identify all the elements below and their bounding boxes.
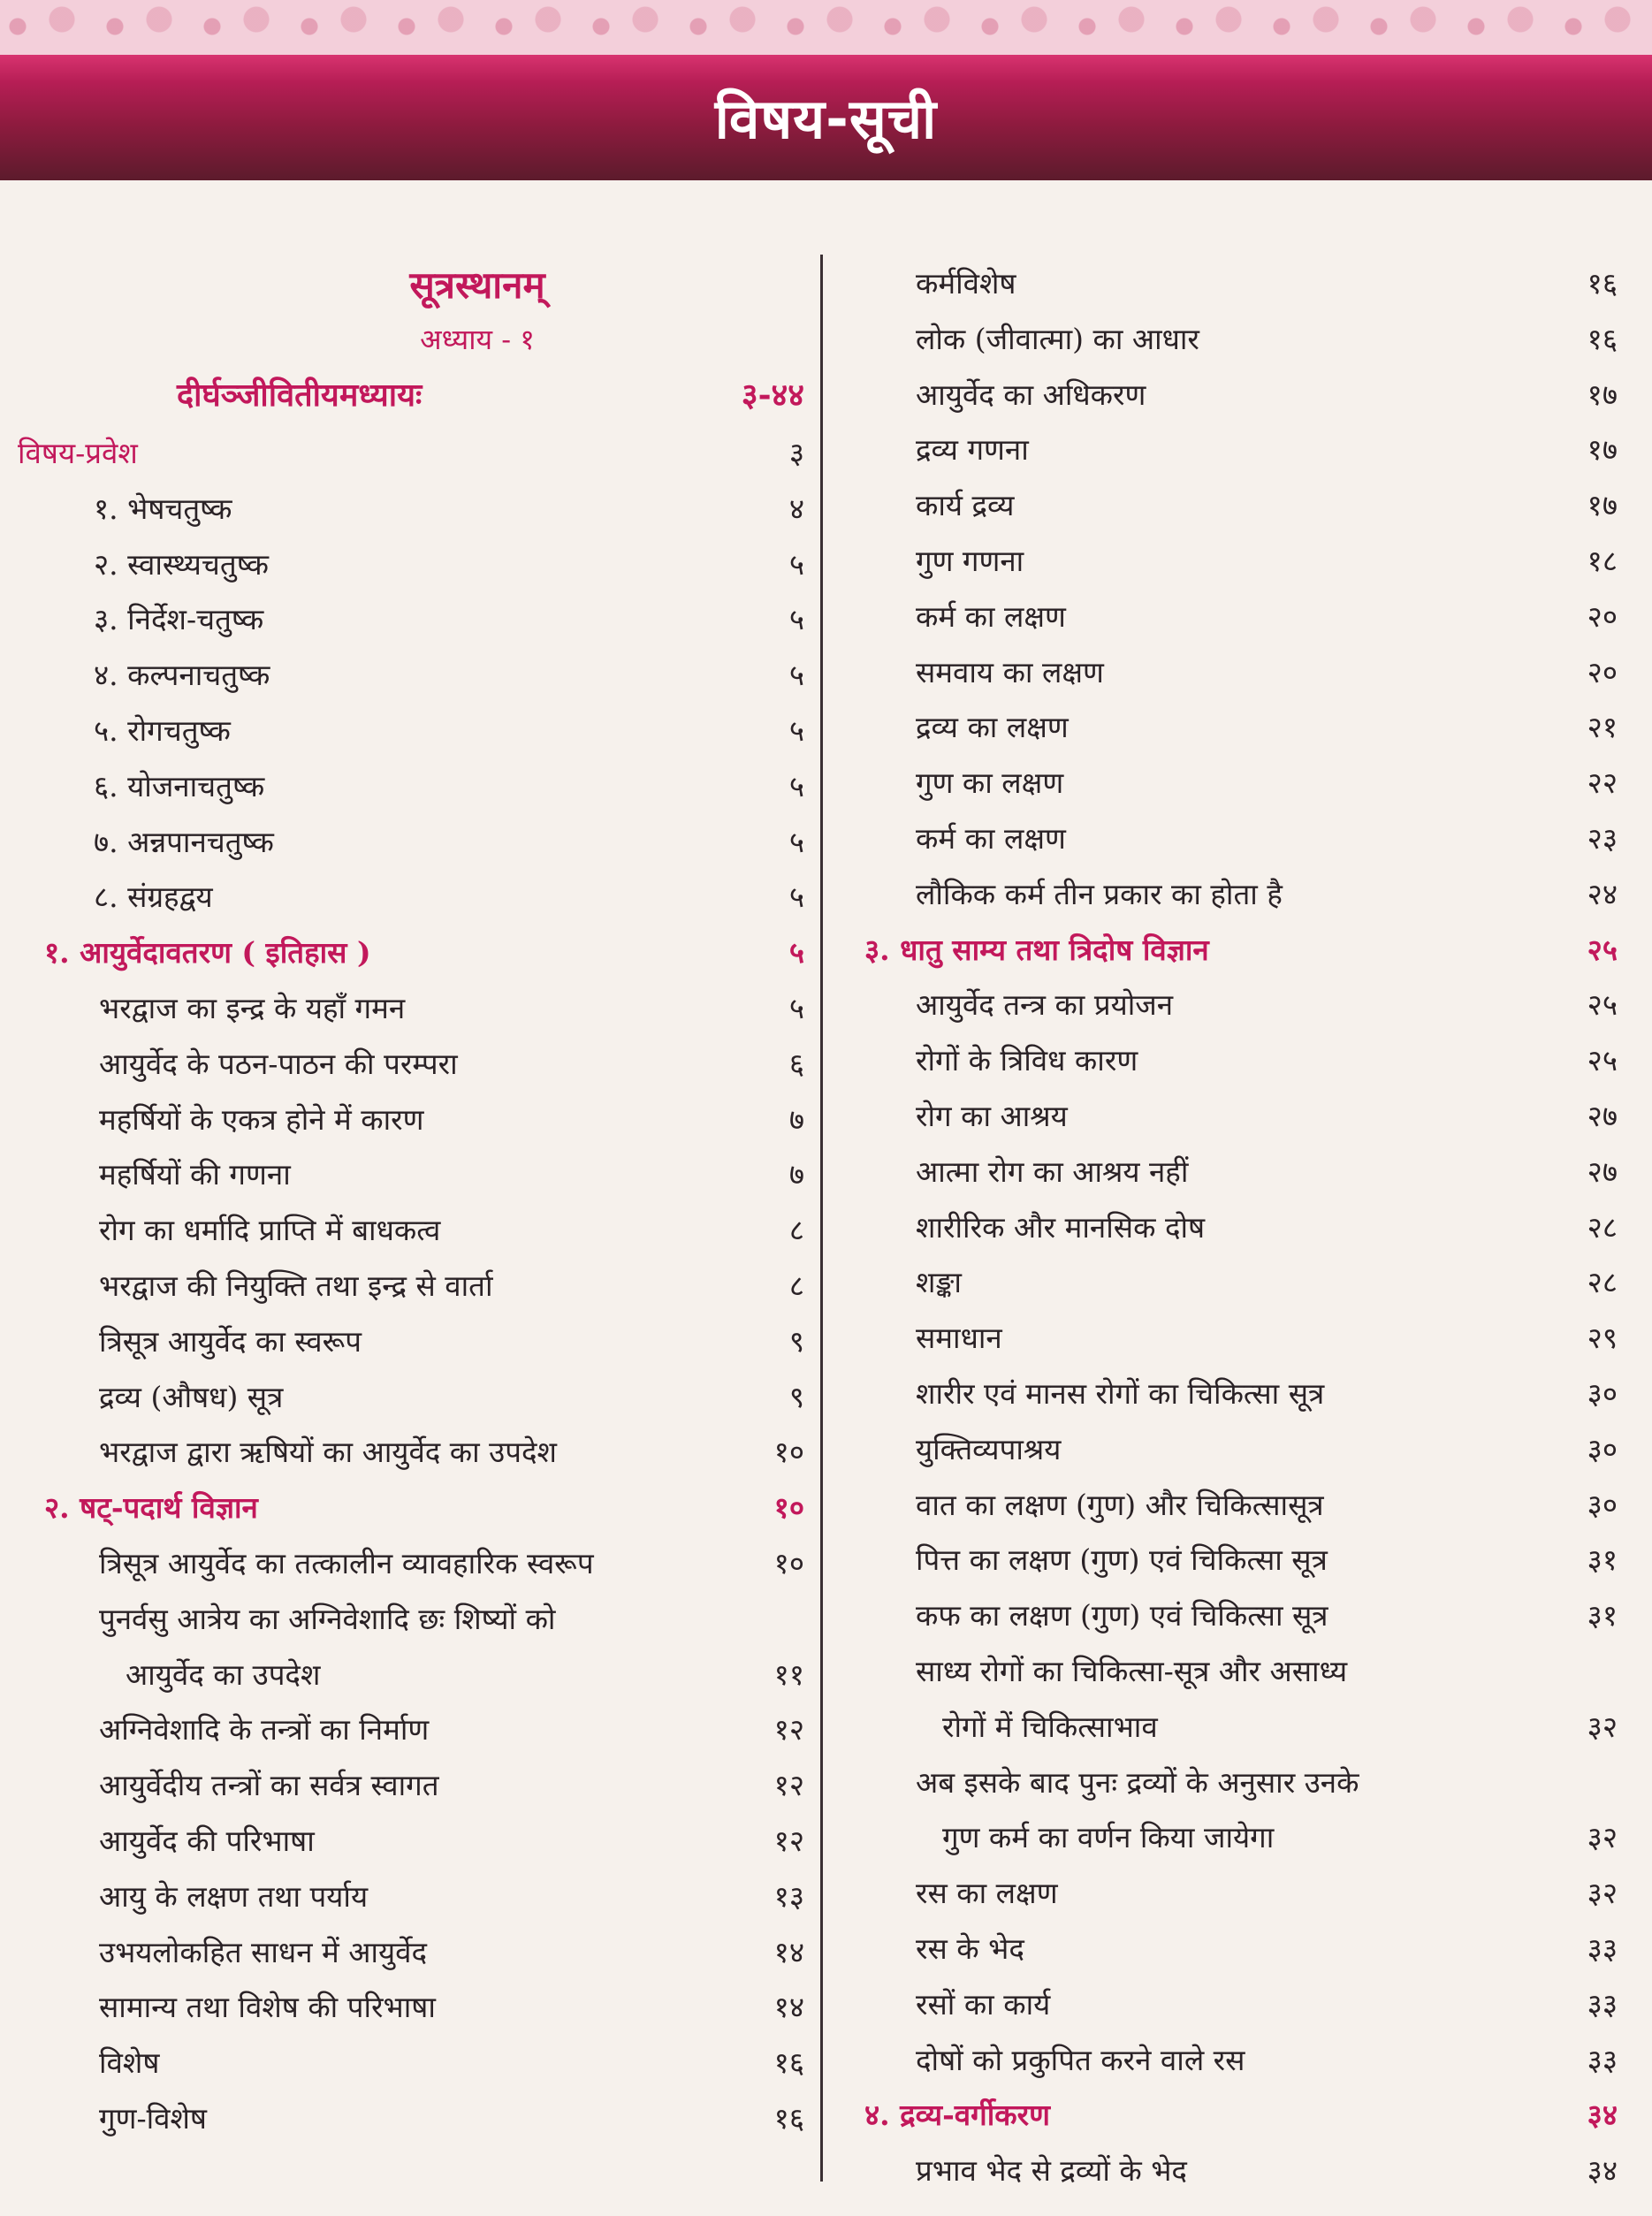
toc-entry-title: रोग का आश्रय [916, 1098, 1068, 1133]
toc-page-number: १२ [773, 1712, 804, 1748]
toc-entry-title: रोगों के त्रिविध कारण [916, 1043, 1138, 1078]
toc-page-number: १७ [1587, 488, 1618, 523]
chapter-title: दीर्घञ्जीवितीयमध्यायः [177, 377, 423, 414]
toc-entry-title: गुण गणना [916, 543, 1024, 578]
toc-entry-title: आयुर्वेद की परिभाषा [99, 1823, 315, 1858]
toc-entry-title: गुण-विशेष [99, 2100, 207, 2136]
toc-entry-title: शारीरिक और मानसिक दोष [916, 1209, 1206, 1245]
chapter-label: अध्याय - १ [420, 323, 535, 356]
toc-entry-title [849, 1644, 1547, 1755]
toc-row [18, 1203, 804, 1259]
toc-entry-title: उभयलोकहित साधन में आयुर्वेद [99, 1934, 427, 1969]
toc-row [18, 2091, 804, 2147]
toc-row [849, 423, 1618, 478]
toc-entry-title: आयुर्वेदीय तन्त्रों का सर्वत्र स्वागत [99, 1768, 439, 1803]
toc-row [18, 704, 804, 759]
toc-row [849, 1478, 1618, 1534]
toc-entry-title: कार्य द्रव्य [916, 488, 1015, 523]
toc-page-number: ५ [788, 768, 804, 803]
toc-entry-title-line1: साध्य रोगों का चिकित्सा-सूत्र और असाध्य [916, 1653, 1348, 1688]
toc-page-number: ५ [788, 546, 804, 582]
toc-entry-title: विषय-प्रवेश [18, 436, 138, 470]
toc-page-number: १० [773, 1490, 804, 1526]
toc-row [849, 1644, 1618, 1755]
toc-page-number: १६ [1587, 321, 1618, 356]
toc-row [18, 1814, 804, 1870]
toc-page-number: २८ [1587, 1209, 1618, 1245]
toc-page-number: २० [1587, 598, 1618, 634]
toc-page-number: ३३ [1587, 1986, 1618, 2022]
toc-entry-title: समाधान [916, 1321, 1002, 1356]
toc-row [849, 1033, 1618, 1089]
toc-page-number: ३३ [1587, 1930, 1618, 1966]
toc-entry-title: आयुर्वेद का अधिकरण [916, 377, 1146, 412]
toc-row [849, 1977, 1618, 2033]
toc-entry-title: सामान्य तथा विशेष की परिभाषा [99, 1990, 436, 2025]
toc-entry-title-line2: गुण कर्म का वर्णन किया जायेगा [942, 1820, 1275, 1855]
toc-entry-title: प्रभाव भेद से द्रव्यों के भेद [916, 2153, 1187, 2189]
toc-page-number: १० [773, 1545, 804, 1580]
toc-page-number: ३२ [1587, 1709, 1618, 1744]
toc-page-number: २४ [1587, 876, 1618, 911]
toc-section-row [18, 1481, 804, 1536]
toc-row [849, 1145, 1618, 1200]
toc-page-number: २७ [1587, 1154, 1618, 1189]
left-column [18, 256, 804, 2147]
toc-page-number: ३३ [1587, 2042, 1618, 2077]
toc-entry-title: त्रिसूत्र आयुर्वेद का तत्कालीन व्यावहारिक स्वरूप [99, 1545, 594, 1580]
toc-entry-title: ४. द्रव्य-वर्गीकरण [864, 2098, 1050, 2133]
toc-entry-title-line1: अब इसके बाद पुनः द्रव्यों के अनुसार उनके [916, 1764, 1359, 1800]
toc-row [849, 978, 1618, 1033]
toc-row [18, 1592, 804, 1703]
toc-row [849, 1588, 1618, 1644]
toc-page-number: १६ [773, 2100, 804, 2136]
toc-page-number: २३ [1587, 820, 1618, 856]
toc-page-number: १२ [773, 1823, 804, 1858]
toc-entry-title: रोग का धर्मादि प्राप्ति में बाधकत्व [99, 1213, 441, 1248]
column-divider [820, 255, 823, 2182]
toc-page-number: २७ [1587, 1098, 1618, 1133]
toc-entry-title: ७. अन्नपानचतुष्क [94, 824, 274, 859]
toc-page-number: ३० [1587, 1375, 1618, 1411]
toc-entry-title: द्रव्य का लक्षण [916, 710, 1069, 745]
toc-page-number: २५ [1587, 1043, 1618, 1078]
toc-entry-title: त्रिसूत्र आयुर्वेद का स्वरूप [99, 1323, 362, 1359]
toc-entry-title: रस के भेद [916, 1930, 1024, 1966]
section-title: सूत्रस्थानम् [409, 263, 545, 307]
toc-page-number: १४ [773, 1990, 804, 2025]
toc-row [849, 1922, 1618, 1977]
toc-entry-title: कर्म का लक्षण [916, 598, 1066, 634]
toc-row [18, 1980, 804, 2036]
toc-entry-title: आत्मा रोग का आश्रय नहीं [916, 1154, 1189, 1189]
toc-entry-title: आयुर्वेद तन्त्र का प्रयोजन [916, 987, 1174, 1023]
toc-row [18, 1314, 804, 1370]
toc-page-number: ३२ [1587, 1876, 1618, 1911]
toc-entry-title: गुण का लक्षण [916, 765, 1064, 801]
toc-row [18, 1702, 804, 1758]
toc-row [18, 648, 804, 704]
toc-entry-title: ५. रोगचतुष्क [94, 712, 231, 748]
toc-page-number: ३ [788, 436, 804, 470]
toc-entry-title: ३. निर्देश-चतुष्क [94, 602, 264, 637]
toc-entry-title: ८. संग्रहद्वय [94, 880, 213, 915]
toc-page-number: ९ [788, 1323, 804, 1359]
right-column [849, 256, 1618, 2199]
toc-row [18, 981, 804, 1037]
toc-row [18, 1259, 804, 1314]
toc-row [849, 756, 1618, 811]
toc-page-number: ७ [788, 1101, 804, 1137]
toc-entry-title: रस का लक्षण [916, 1876, 1058, 1911]
toc-section-row [18, 925, 804, 981]
left-header [150, 256, 804, 364]
toc-page-number: ४ [788, 491, 804, 526]
toc-entry-title: रसों का कार्य [916, 1986, 1051, 2022]
toc-section-row [849, 923, 1618, 979]
toc-row [18, 2036, 804, 2091]
toc-row [849, 1533, 1618, 1588]
toc-row [849, 645, 1618, 701]
toc-row [18, 870, 804, 925]
toc-page-number: २५ [1587, 932, 1618, 967]
toc-entry-title: अग्निवेशादि के तन्त्रों का निर्माण [99, 1712, 430, 1748]
toc-entry-title: शङ्का [916, 1265, 962, 1300]
toc-page-number: १० [773, 1435, 804, 1470]
toc-page-number: १६ [773, 2045, 804, 2081]
toc-page-number: १७ [1587, 377, 1618, 412]
toc-row [849, 1089, 1618, 1145]
toc-page-number: ३१ [1587, 1542, 1618, 1578]
toc-page-number: ११ [773, 1656, 804, 1692]
toc-entry-title: समवाय का लक्षण [916, 654, 1104, 689]
toc-row [18, 482, 804, 537]
toc-page-number: ३४ [1587, 2153, 1618, 2189]
toc-section-row [849, 2088, 1618, 2144]
chapter-pages: ३-४४ [741, 377, 804, 414]
toc-entry-title: कर्म का लक्षण [916, 820, 1066, 856]
toc-row [849, 700, 1618, 756]
toc-row [849, 478, 1618, 534]
toc-entry-title: भरद्वाज का इन्द्र के यहाँ गमन [99, 990, 406, 1025]
toc-row [849, 867, 1618, 923]
right-toc-list [849, 256, 1618, 2199]
toc-page-number: ५ [788, 880, 804, 915]
toc-page-number: ९ [788, 1379, 804, 1414]
toc-page-number: २८ [1587, 1265, 1618, 1300]
toc-row [849, 256, 1618, 312]
toc-entry-title: द्रव्य (औषध) सूत्र [99, 1379, 284, 1414]
toc-row [18, 1093, 804, 1148]
toc-row [849, 1866, 1618, 1922]
toc-page-number: ३० [1587, 1431, 1618, 1466]
toc-entry-title [849, 1755, 1547, 1867]
toc-row [18, 1425, 804, 1481]
toc-row [849, 1755, 1618, 1867]
toc-row [849, 2033, 1618, 2089]
toc-entry-title: आयुर्वेद के पठन-पाठन की परम्परा [99, 1046, 458, 1081]
toc-row [18, 1536, 804, 1592]
toc-entry-title: लोक (जीवात्मा) का आधार [916, 321, 1199, 356]
toc-row [18, 537, 804, 593]
toc-row [849, 312, 1618, 368]
toc-row [849, 534, 1618, 590]
toc-row [18, 1037, 804, 1093]
toc-entry-title [18, 1592, 734, 1703]
toc-entry-title: भरद्वाज द्वारा ऋषियों का आयुर्वेद का उपदेश [99, 1435, 557, 1470]
toc-page-number: ३१ [1587, 1598, 1618, 1633]
toc-entry-title: २. स्वास्थ्यचतुष्क [94, 546, 270, 582]
toc-entry-title: कर्मविशेष [916, 266, 1016, 301]
toc-page-number: २० [1587, 654, 1618, 689]
toc-page-number: २९ [1587, 1321, 1618, 1356]
toc-entry-title: ४. कल्पनाचतुष्क [94, 658, 270, 693]
toc-row [18, 1925, 804, 1981]
toc-row [18, 1870, 804, 1925]
title-bar [0, 55, 1652, 180]
toc-page-number: ५ [788, 824, 804, 859]
toc-entry-title-line1: पुनर्वसु आत्रेय का अग्निवेशादि छः शिष्यों को [99, 1601, 556, 1636]
toc-page-number: ५ [788, 712, 804, 748]
toc-page-number: ८ [788, 1213, 804, 1248]
toc-page-number: २१ [1587, 710, 1618, 745]
toc-entry-title: युक्तिव्यपाश्रय [916, 1431, 1062, 1466]
toc-row [849, 1255, 1618, 1311]
toc-page-number: ८ [788, 1268, 804, 1303]
toc-row [18, 815, 804, 871]
toc-row [849, 811, 1618, 867]
toc-entry-title-line2: आयुर्वेद का उपदेश [126, 1656, 321, 1692]
toc-row [849, 590, 1618, 645]
toc-page-number: ५ [788, 602, 804, 637]
toc-page-number: ५ [788, 990, 804, 1025]
toc-entry-title: १. आयुर्वेदावतरण ( इतिहास ) [44, 935, 371, 971]
toc-page-number: १२ [773, 1768, 804, 1803]
toc-entry-title-line2: रोगों में चिकित्साभाव [942, 1709, 1158, 1744]
toc-page-number: १६ [1587, 266, 1618, 301]
toc-entry-title: महर्षियों के एकत्र होने में कारण [99, 1101, 424, 1137]
toc-page-number: ६ [788, 1046, 804, 1081]
toc-page-number: ३२ [1587, 1820, 1618, 1855]
toc-page-number: ७ [788, 1157, 804, 1192]
toc-entry-title: वात का लक्षण (गुण) और चिकित्सासूत्र [916, 1487, 1324, 1522]
toc-page-number: ३० [1587, 1487, 1618, 1522]
toc-row [849, 1311, 1618, 1367]
toc-entry-title: लौकिक कर्म तीन प्रकार का होता है [916, 876, 1283, 911]
toc-row [18, 759, 804, 815]
toc-row [18, 1370, 804, 1426]
toc-row [18, 426, 804, 482]
toc-page-number: १७ [1587, 432, 1618, 468]
toc-page-number: २२ [1587, 765, 1618, 801]
toc-row [849, 1200, 1618, 1256]
toc-row [18, 592, 804, 648]
toc-entry-title: २. षट्-पदार्थ विज्ञान [44, 1490, 258, 1526]
toc-entry-title: १. भेषचतुष्क [94, 491, 232, 526]
toc-entry-title: विशेष [99, 2045, 160, 2081]
toc-page-number: १३ [773, 1878, 804, 1914]
toc-row [18, 1147, 804, 1203]
toc-page-number: ५ [788, 658, 804, 693]
toc-entry-title: ६. योजनाचतुष्क [94, 768, 265, 803]
toc-page-number: ५ [788, 935, 804, 971]
toc-entry-title: दोषों को प्रकुपित करने वाले रस [916, 2042, 1245, 2077]
decorative-pattern-band [0, 0, 1652, 55]
toc-row [849, 1422, 1618, 1478]
toc-entry-title: आयु के लक्षण तथा पर्याय [99, 1878, 369, 1914]
toc-row [849, 2144, 1618, 2199]
toc-entry-title: ३. धातु साम्य तथा त्रिदोष विज्ञान [864, 932, 1209, 967]
toc-page-number: २५ [1587, 987, 1618, 1023]
toc-row [849, 368, 1618, 423]
toc-entry-title: शारीर एवं मानस रोगों का चिकित्सा सूत्र [916, 1375, 1325, 1411]
toc-entry-title: कफ का लक्षण (गुण) एवं चिकित्सा सूत्र [916, 1598, 1328, 1633]
left-toc-list [18, 426, 804, 2147]
toc-entry-title: भरद्वाज की नियुक्ति तथा इन्द्र से वार्ता [99, 1268, 493, 1303]
toc-row [849, 1367, 1618, 1422]
page-title: विषय-सूची [714, 87, 938, 151]
toc-entry-title: पित्त का लक्षण (गुण) एवं चिकित्सा सूत्र [916, 1542, 1328, 1578]
toc-page-number: १४ [773, 1934, 804, 1969]
chapter-title-row [177, 364, 804, 426]
toc-page-number: ३४ [1587, 2098, 1618, 2133]
toc-entry-title: द्रव्य गणना [916, 432, 1029, 468]
toc-entry-title: महर्षियों की गणना [99, 1157, 291, 1192]
toc-row [18, 1758, 804, 1814]
toc-page-number: १८ [1587, 543, 1618, 578]
